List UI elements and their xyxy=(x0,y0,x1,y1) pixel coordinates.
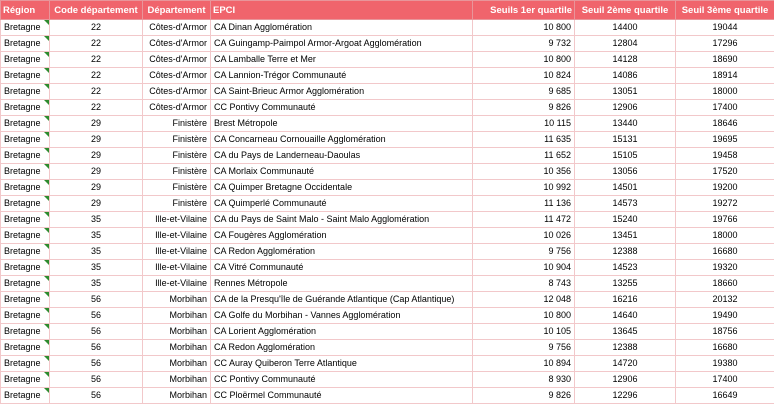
table-row xyxy=(1,148,774,164)
cell-seuil-2[interactable]: 14400 xyxy=(575,20,676,36)
cell-seuil-1[interactable]: 11 635 xyxy=(473,132,575,148)
cell-epci[interactable]: CA Morlaix Communauté xyxy=(211,164,473,180)
cell-region[interactable]: Bretagne xyxy=(1,212,50,228)
cell-epci[interactable]: CA Fougères Agglomération xyxy=(211,228,473,244)
cell-seuil-3[interactable]: 19458 xyxy=(676,148,774,164)
cell-code-departement[interactable]: 22 xyxy=(50,20,143,36)
cell-epci[interactable]: CA Dinan Agglomération xyxy=(211,20,473,36)
cell-seuil-2[interactable]: 15131 xyxy=(575,132,676,148)
cell-code-departement[interactable]: 29 xyxy=(50,180,143,196)
cell-code-departement[interactable]: 22 xyxy=(50,84,143,100)
cell-seuil-2[interactable]: 15240 xyxy=(575,212,676,228)
cell-code-departement[interactable]: 35 xyxy=(50,244,143,260)
cell-epci[interactable]: CC Pontivy Communauté xyxy=(211,372,473,388)
table-row xyxy=(1,212,774,228)
cell-region[interactable]: Bretagne xyxy=(1,20,50,36)
cell-epci[interactable]: CA Guingamp-Paimpol Armor-Argoat Agglomération xyxy=(211,36,473,52)
cell-seuil-3[interactable]: 17400 xyxy=(676,372,774,388)
cell-departement[interactable]: Morbihan xyxy=(143,308,211,324)
cell-region[interactable]: Bretagne xyxy=(1,116,50,132)
cell-epci[interactable]: CA Lorient Agglomération xyxy=(211,324,473,340)
cell-departement[interactable]: Finistère xyxy=(143,196,211,212)
table-row xyxy=(1,36,774,52)
cell-seuil-1[interactable]: 10 800 xyxy=(473,20,575,36)
table-row xyxy=(1,244,774,260)
cell-seuil-1[interactable]: 10 904 xyxy=(473,260,575,276)
cell-seuil-1[interactable]: 10 800 xyxy=(473,52,575,68)
cell-seuil-1[interactable]: 10 992 xyxy=(473,180,575,196)
cell-departement[interactable]: Ille-et-Vilaine xyxy=(143,212,211,228)
cell-seuil-2[interactable]: 14086 xyxy=(575,68,676,84)
cell-seuil-2[interactable]: 13051 xyxy=(575,84,676,100)
header-epci[interactable]: EPCI xyxy=(211,1,473,20)
cell-departement[interactable]: Finistère xyxy=(143,148,211,164)
cell-region[interactable]: Bretagne xyxy=(1,356,50,372)
cell-seuil-3[interactable]: 19320 xyxy=(676,260,774,276)
cell-seuil-3[interactable]: 19200 xyxy=(676,180,774,196)
cell-seuil-1[interactable]: 9 826 xyxy=(473,388,575,404)
cell-epci[interactable]: CC Pontivy Communauté xyxy=(211,100,473,116)
table-row xyxy=(1,180,774,196)
cell-seuil-2[interactable]: 15105 xyxy=(575,148,676,164)
cell-region[interactable]: Bretagne xyxy=(1,228,50,244)
cell-seuil-2[interactable]: 14128 xyxy=(575,52,676,68)
cell-code-departement[interactable]: 56 xyxy=(50,388,143,404)
cell-epci[interactable]: CA Quimper Bretagne Occidentale xyxy=(211,180,473,196)
cell-departement[interactable]: Morbihan xyxy=(143,372,211,388)
cell-seuil-1[interactable]: 9 756 xyxy=(473,340,575,356)
cell-seuil-2[interactable]: 13056 xyxy=(575,164,676,180)
cell-code-departement[interactable]: 29 xyxy=(50,196,143,212)
cell-seuil-1[interactable]: 10 026 xyxy=(473,228,575,244)
cell-seuil-3[interactable]: 19766 xyxy=(676,212,774,228)
cell-departement[interactable]: Finistère xyxy=(143,180,211,196)
cell-region[interactable]: Bretagne xyxy=(1,36,50,52)
cell-code-departement[interactable]: 29 xyxy=(50,132,143,148)
cell-departement[interactable]: Côtes-d'Armor xyxy=(143,100,211,116)
cell-departement[interactable]: Morbihan xyxy=(143,324,211,340)
header-seuil-1[interactable]: Seuils 1er quartile xyxy=(473,1,575,20)
cell-region[interactable]: Bretagne xyxy=(1,164,50,180)
cell-epci[interactable]: CA Vitré Communauté xyxy=(211,260,473,276)
cell-seuil-3[interactable]: 19695 xyxy=(676,132,774,148)
cell-departement[interactable]: Finistère xyxy=(143,132,211,148)
cell-departement[interactable]: Morbihan xyxy=(143,356,211,372)
cell-seuil-3[interactable]: 17520 xyxy=(676,164,774,180)
cell-region[interactable]: Bretagne xyxy=(1,196,50,212)
cell-seuil-3[interactable]: 18000 xyxy=(676,228,774,244)
cell-departement[interactable]: Morbihan xyxy=(143,388,211,404)
cell-seuil-3[interactable]: 18756 xyxy=(676,324,774,340)
cell-code-departement[interactable]: 35 xyxy=(50,228,143,244)
cell-region[interactable]: Bretagne xyxy=(1,100,50,116)
cell-epci[interactable]: CA Lannion-Trégor Communauté xyxy=(211,68,473,84)
cell-seuil-3[interactable]: 20132 xyxy=(676,292,774,308)
cell-region[interactable]: Bretagne xyxy=(1,260,50,276)
table-row xyxy=(1,276,774,292)
cell-region[interactable]: Bretagne xyxy=(1,52,50,68)
table-row xyxy=(1,84,774,100)
cell-seuil-3[interactable]: 17400 xyxy=(676,100,774,116)
cell-departement[interactable]: Côtes-d'Armor xyxy=(143,36,211,52)
cell-seuil-3[interactable]: 17296 xyxy=(676,36,774,52)
cell-code-departement[interactable]: 56 xyxy=(50,324,143,340)
cell-seuil-1[interactable]: 10 824 xyxy=(473,68,575,84)
cell-region[interactable]: Bretagne xyxy=(1,68,50,84)
cell-seuil-3[interactable]: 16649 xyxy=(676,388,774,404)
cell-seuil-3[interactable]: 18660 xyxy=(676,276,774,292)
cell-seuil-2[interactable]: 16216 xyxy=(575,292,676,308)
table-row xyxy=(1,356,774,372)
cell-code-departement[interactable]: 22 xyxy=(50,68,143,84)
cell-epci[interactable]: CA de la Presqu'île de Guérande Atlantique (Cap Atlantique) xyxy=(211,292,473,308)
cell-epci[interactable]: CC Ploërmel Communauté xyxy=(211,388,473,404)
cell-region[interactable]: Bretagne xyxy=(1,292,50,308)
cell-seuil-1[interactable]: 10 115 xyxy=(473,116,575,132)
cell-seuil-2[interactable]: 12906 xyxy=(575,100,676,116)
cell-departement[interactable]: Morbihan xyxy=(143,292,211,308)
cell-epci[interactable]: CA du Pays de Landerneau-Daoulas xyxy=(211,148,473,164)
cell-departement[interactable]: Finistère xyxy=(143,116,211,132)
table-row xyxy=(1,228,774,244)
cell-code-departement[interactable]: 56 xyxy=(50,356,143,372)
cell-seuil-1[interactable]: 10 105 xyxy=(473,324,575,340)
table-row xyxy=(1,68,774,84)
cell-epci[interactable]: CA Quimperlé Communauté xyxy=(211,196,473,212)
cell-epci[interactable]: CA Golfe du Morbihan - Vannes Agglomération xyxy=(211,308,473,324)
cell-seuil-2[interactable]: 14523 xyxy=(575,260,676,276)
cell-seuil-2[interactable]: 12388 xyxy=(575,244,676,260)
table-row xyxy=(1,164,774,180)
cell-departement[interactable]: Côtes-d'Armor xyxy=(143,84,211,100)
cell-code-departement[interactable]: 22 xyxy=(50,52,143,68)
cell-region[interactable]: Bretagne xyxy=(1,308,50,324)
cell-seuil-3[interactable]: 16680 xyxy=(676,340,774,356)
cell-departement[interactable]: Côtes-d'Armor xyxy=(143,68,211,84)
cell-code-departement[interactable]: 29 xyxy=(50,164,143,180)
cell-epci[interactable]: CC Auray Quiberon Terre Atlantique xyxy=(211,356,473,372)
cell-region[interactable]: Bretagne xyxy=(1,132,50,148)
cell-code-departement[interactable]: 56 xyxy=(50,340,143,356)
header-departement[interactable]: Département xyxy=(143,1,211,20)
cell-seuil-1[interactable]: 9 756 xyxy=(473,244,575,260)
cell-seuil-3[interactable]: 19272 xyxy=(676,196,774,212)
cell-seuil-2[interactable]: 14640 xyxy=(575,308,676,324)
cell-seuil-2[interactable]: 14573 xyxy=(575,196,676,212)
table-row xyxy=(1,260,774,276)
header-region[interactable]: Région xyxy=(1,1,50,20)
cell-code-departement[interactable]: 22 xyxy=(50,36,143,52)
cell-code-departement[interactable]: 22 xyxy=(50,100,143,116)
cell-epci[interactable]: Brest Métropole xyxy=(211,116,473,132)
cell-seuil-3[interactable]: 18914 xyxy=(676,68,774,84)
table-row xyxy=(1,308,774,324)
cell-region[interactable]: Bretagne xyxy=(1,180,50,196)
table-row xyxy=(1,372,774,388)
cell-epci[interactable]: CA Redon Agglomération xyxy=(211,340,473,356)
cell-seuil-2[interactable]: 13255 xyxy=(575,276,676,292)
cell-seuil-1[interactable]: 9 732 xyxy=(473,36,575,52)
cell-departement[interactable]: Ille-et-Vilaine xyxy=(143,260,211,276)
cell-region[interactable]: Bretagne xyxy=(1,340,50,356)
cell-departement[interactable]: Côtes-d'Armor xyxy=(143,20,211,36)
cell-seuil-2[interactable]: 14720 xyxy=(575,356,676,372)
cell-epci[interactable]: CA du Pays de Saint Malo - Saint Malo Agglomération xyxy=(211,212,473,228)
cell-code-departement[interactable]: 35 xyxy=(50,212,143,228)
table-row xyxy=(1,100,774,116)
table-row xyxy=(1,324,774,340)
cell-departement[interactable]: Côtes-d'Armor xyxy=(143,52,211,68)
cell-departement[interactable]: Ille-et-Vilaine xyxy=(143,276,211,292)
cell-code-departement[interactable]: 35 xyxy=(50,276,143,292)
cell-seuil-2[interactable]: 12296 xyxy=(575,388,676,404)
cell-code-departement[interactable]: 56 xyxy=(50,372,143,388)
cell-seuil-1[interactable]: 8 930 xyxy=(473,372,575,388)
cell-seuil-1[interactable]: 10 800 xyxy=(473,308,575,324)
table-row xyxy=(1,116,774,132)
cell-code-departement[interactable]: 56 xyxy=(50,292,143,308)
header-code-departement[interactable]: Code département xyxy=(50,1,143,20)
cell-code-departement[interactable]: 35 xyxy=(50,260,143,276)
table-row xyxy=(1,132,774,148)
cell-epci[interactable]: CA Redon Agglomération xyxy=(211,244,473,260)
header-seuil-3[interactable]: Seuil 3ème quartile xyxy=(676,1,774,20)
cell-epci[interactable]: Rennes Métropole xyxy=(211,276,473,292)
table-row xyxy=(1,340,774,356)
cell-code-departement[interactable]: 29 xyxy=(50,116,143,132)
cell-departement[interactable]: Ille-et-Vilaine xyxy=(143,244,211,260)
cell-seuil-2[interactable]: 12388 xyxy=(575,340,676,356)
cell-epci[interactable]: CA Lamballe Terre et Mer xyxy=(211,52,473,68)
table-row xyxy=(1,292,774,308)
cell-departement[interactable]: Ille-et-Vilaine xyxy=(143,228,211,244)
table-row xyxy=(1,20,774,36)
cell-code-departement[interactable]: 29 xyxy=(50,148,143,164)
header-seuil-2[interactable]: Seuil 2ème quartile xyxy=(575,1,676,20)
cell-region[interactable]: Bretagne xyxy=(1,324,50,340)
table-row xyxy=(1,52,774,68)
cell-seuil-2[interactable]: 13645 xyxy=(575,324,676,340)
cell-epci[interactable]: CA Concarneau Cornouaille Agglomération xyxy=(211,132,473,148)
table-row xyxy=(1,388,774,404)
cell-seuil-3[interactable]: 18000 xyxy=(676,84,774,100)
cell-region[interactable]: Bretagne xyxy=(1,276,50,292)
cell-seuil-3[interactable]: 18646 xyxy=(676,116,774,132)
cell-seuil-1[interactable]: 10 894 xyxy=(473,356,575,372)
cell-seuil-3[interactable]: 19380 xyxy=(676,356,774,372)
cell-seuil-1[interactable]: 10 356 xyxy=(473,164,575,180)
cell-seuil-1[interactable]: 11 652 xyxy=(473,148,575,164)
cell-seuil-2[interactable]: 14501 xyxy=(575,180,676,196)
header-row xyxy=(1,1,774,20)
cell-seuil-3[interactable]: 16680 xyxy=(676,244,774,260)
cell-epci[interactable]: CA Saint-Brieuc Armor Agglomération xyxy=(211,84,473,100)
cell-departement[interactable]: Finistère xyxy=(143,164,211,180)
cell-region[interactable]: Bretagne xyxy=(1,372,50,388)
cell-departement[interactable]: Morbihan xyxy=(143,340,211,356)
cell-seuil-3[interactable]: 18690 xyxy=(676,52,774,68)
cell-region[interactable]: Bretagne xyxy=(1,148,50,164)
cell-seuil-1[interactable]: 12 048 xyxy=(473,292,575,308)
cell-seuil-1[interactable]: 11 472 xyxy=(473,212,575,228)
cell-seuil-2[interactable]: 12906 xyxy=(575,372,676,388)
cell-seuil-3[interactable]: 19044 xyxy=(676,20,774,36)
cell-seuil-2[interactable]: 13451 xyxy=(575,228,676,244)
cell-seuil-1[interactable]: 11 136 xyxy=(473,196,575,212)
cell-code-departement[interactable]: 56 xyxy=(50,308,143,324)
cell-region[interactable]: Bretagne xyxy=(1,388,50,404)
cell-region[interactable]: Bretagne xyxy=(1,244,50,260)
cell-seuil-1[interactable]: 9 685 xyxy=(473,84,575,100)
cell-seuil-1[interactable]: 8 743 xyxy=(473,276,575,292)
cell-seuil-1[interactable]: 9 826 xyxy=(473,100,575,116)
cell-seuil-2[interactable]: 13440 xyxy=(575,116,676,132)
cell-seuil-2[interactable]: 12804 xyxy=(575,36,676,52)
table-row xyxy=(1,196,774,212)
cell-seuil-3[interactable]: 19490 xyxy=(676,308,774,324)
cell-region[interactable]: Bretagne xyxy=(1,84,50,100)
